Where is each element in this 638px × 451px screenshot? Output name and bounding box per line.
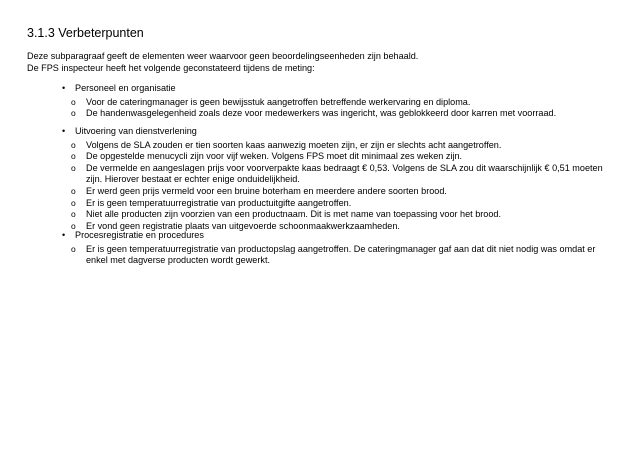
section-title — [27, 83, 617, 95]
bullet-icon: • — [62, 83, 66, 93]
list-item-text: Er is geen temperatuurregistratie van productuitgifte aangetroffen. — [86, 197, 352, 208]
list-item — [27, 108, 617, 120]
list-item-text: De vermelde en aangeslagen prijs voor voorverpakte kaas bedraagt € 0,53. Volgens de SLA zou dit waarschijnlijk € 0,51 moeten zijn. Hierover bestaat er echter enige onduidelijkheid. — [86, 162, 603, 185]
list-item-text: Volgens de SLA zouden er tien soorten kaas aanwezig moeten zijn, er zijn er slechts acht aangetroffen. — [86, 139, 502, 150]
sub-bullet-icon: o — [71, 185, 76, 196]
intro-paragraph — [27, 50, 418, 74]
list-item — [27, 198, 617, 210]
section-title — [27, 126, 617, 138]
findings-list — [27, 244, 617, 267]
sub-bullet-icon: o — [71, 108, 76, 119]
section-title-text: Uitvoering van dienstverlening — [75, 126, 197, 136]
list-item — [27, 97, 617, 109]
findings-section-dienstverlening — [27, 126, 617, 232]
sub-bullet-icon: o — [71, 162, 76, 173]
intro-line: De FPS inspecteur heeft het volgende geconstateerd tijdens de meting: — [27, 63, 315, 73]
sub-bullet-icon: o — [71, 220, 76, 231]
sub-bullet-icon: o — [71, 96, 76, 107]
findings-section-procesregistratie — [27, 230, 617, 267]
list-item — [27, 209, 617, 221]
section-title-text: Procesregistratie en procedures — [75, 230, 204, 240]
list-item-text: De handenwasgelegenheid zoals deze voor medewerkers was ingericht, was geblokkeerd door karren met voorraad. — [86, 108, 557, 119]
sub-bullet-icon: o — [71, 139, 76, 150]
list-item — [27, 151, 617, 163]
section-title — [27, 230, 617, 242]
sub-bullet-icon: o — [71, 197, 76, 208]
section-heading: 3.1.3 Verbeterpunten — [27, 26, 144, 40]
list-item-text: Er vond geen registratie plaats van uitgevoerde schoonmaakwerkzaamheden. — [86, 220, 400, 231]
sub-bullet-icon: o — [71, 209, 76, 220]
bullet-icon: • — [62, 230, 66, 240]
list-item-text: Er is geen temperatuurregistratie van productopslag aangetroffen. De cateringmanager gaf aan dat dit niet nodig was omdat er enkel met dagverse producten wordt gewerkt. — [86, 243, 596, 266]
list-item-text: Voor de cateringmanager is geen bewijsstuk aangetroffen betreffende werkervaring en diploma. — [86, 96, 471, 107]
findings-section-personeel — [27, 83, 617, 120]
findings-list — [27, 140, 617, 233]
sub-bullet-icon: o — [71, 151, 76, 162]
list-item — [27, 163, 617, 186]
list-item — [27, 186, 617, 198]
list-item — [27, 140, 617, 152]
list-item-text: Niet alle producten zijn voorzien van een productnaam. Dit is met name van toepassing voor het brood. — [86, 209, 502, 220]
list-item — [27, 244, 617, 267]
section-title-text: Personeel en organisatie — [75, 83, 176, 93]
bullet-icon: • — [62, 126, 66, 136]
intro-line: Deze subparagraaf geeft de elementen weer waarvoor geen beoordelingseenheden zijn behaald. — [27, 51, 419, 61]
list-item-text: Er werd geen prijs vermeld voor een bruine boterham en meerdere andere soorten brood. — [86, 185, 447, 196]
findings-list — [27, 97, 617, 120]
list-item-text: De opgestelde menucycli zijn voor vijf weken. Volgens FPS moet dit minimaal zes weken zijn. — [86, 151, 463, 162]
sub-bullet-icon: o — [71, 243, 76, 254]
